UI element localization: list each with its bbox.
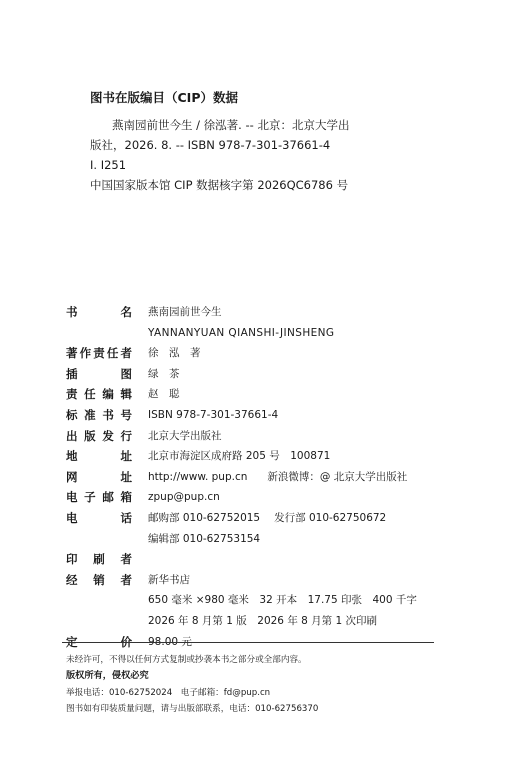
- info-label: 插 图: [66, 366, 132, 381]
- info-row-editor: [66, 384, 446, 405]
- info-row-pinyin: [66, 323, 446, 344]
- info-label: 印 刷 者: [66, 552, 132, 567]
- website-url: http://www. pup.cn: [148, 470, 248, 483]
- info-label: 网 址: [66, 469, 132, 484]
- price-value: 98.00 元: [148, 635, 192, 648]
- phone-distribution: 发行部 010-62750672: [274, 511, 387, 524]
- phone-value: [148, 508, 386, 529]
- info-label: 著 作 责 任 者: [66, 346, 132, 361]
- info-label: 出 版 发 行: [66, 428, 132, 443]
- illustrator-value: 绿 茶: [148, 367, 180, 380]
- info-label: 地 址: [66, 449, 132, 464]
- info-label: 经 销 者: [66, 572, 132, 587]
- format-spec: 650 毫米 ×980 毫米 32 开本 17.75 印张 400 千字: [148, 594, 417, 607]
- info-row-author: [66, 343, 446, 364]
- info-label: 电 子 邮 箱: [66, 490, 132, 505]
- edition-info: 2026 年 8 月第 1 版 2026 年 8 月第 1 次印刷: [148, 614, 378, 627]
- info-row-phone: [66, 508, 446, 529]
- info-row-isbn: [66, 405, 446, 426]
- address-value: 北京市海淀区成府路 205 号 100871: [148, 450, 331, 463]
- info-row-address: [66, 446, 446, 467]
- book-title-value: 燕南园前世今生: [148, 306, 222, 318]
- cip-title: 图书在版编目（CIP）数据: [90, 90, 238, 105]
- dealer-value: 新华书店: [148, 573, 190, 586]
- weibo-value: 新浪微博：@ 北京大学出版社: [267, 470, 408, 483]
- info-row-edition: [66, 611, 446, 632]
- phone-mail-order: 邮购部 010-62752015: [148, 511, 261, 524]
- info-row-dealer: [66, 570, 446, 591]
- cip-line: 燕南园前世今生 / 徐泓著. -- 北京：北京大学出: [112, 118, 350, 132]
- info-label: 书 名: [66, 305, 132, 319]
- isbn-value: ISBN 978-7-301-37661-4: [148, 408, 279, 421]
- quality-contact-note: 图书如有印装质量问题，请与出版部联系，电话：010-62756370: [66, 704, 319, 715]
- info-row-illustrator: [66, 364, 446, 385]
- info-row-email: [66, 487, 446, 508]
- info-row-title: [66, 302, 446, 323]
- author-value: 徐 泓 著: [148, 347, 201, 360]
- publisher-value: 北京大学出版社: [148, 429, 222, 442]
- info-label: 标 准 书 号: [66, 407, 132, 422]
- phone-editorial: 编辑部 010-62753154: [148, 532, 261, 545]
- info-label: 责 任 编 辑: [66, 387, 132, 402]
- divider: [62, 642, 434, 643]
- cip-line: Ⅰ. I251: [90, 158, 127, 172]
- cip-line: 版社，2026. 8. -- ISBN 978-7-301-37661-4: [90, 138, 331, 152]
- info-row-spec: [66, 590, 446, 611]
- pinyin-title-value: YANNANYUAN QIANSHI-JINSHENG: [148, 326, 335, 339]
- cip-block: [90, 90, 430, 195]
- copyright-info-table: [66, 302, 446, 652]
- info-row-website: [66, 467, 446, 488]
- cip-line: 中国国家版本馆 CIP 数据核字第 2026QC6786 号: [90, 178, 349, 192]
- info-row-phone-cont: [66, 529, 446, 550]
- info-row-printer: [66, 549, 446, 570]
- report-contact-note: 举报电话：010-62752024 电子邮箱：fd@pup.cn: [66, 687, 271, 698]
- info-label: 电 话: [66, 510, 132, 525]
- email-value: zpup@pup.cn: [148, 491, 220, 504]
- rights-reserved-note: 版权所有，侵权必究: [66, 670, 149, 682]
- info-row-publisher: [66, 426, 446, 447]
- editor-value: 赵 聪: [148, 388, 180, 401]
- copyright-notes: [66, 652, 446, 718]
- info-label: 定 价: [66, 634, 132, 649]
- website-value: [148, 467, 407, 488]
- copy-prohibition-note: 未经许可，不得以任何方式复制或抄袭本书之部分或全部内容。: [66, 655, 307, 665]
